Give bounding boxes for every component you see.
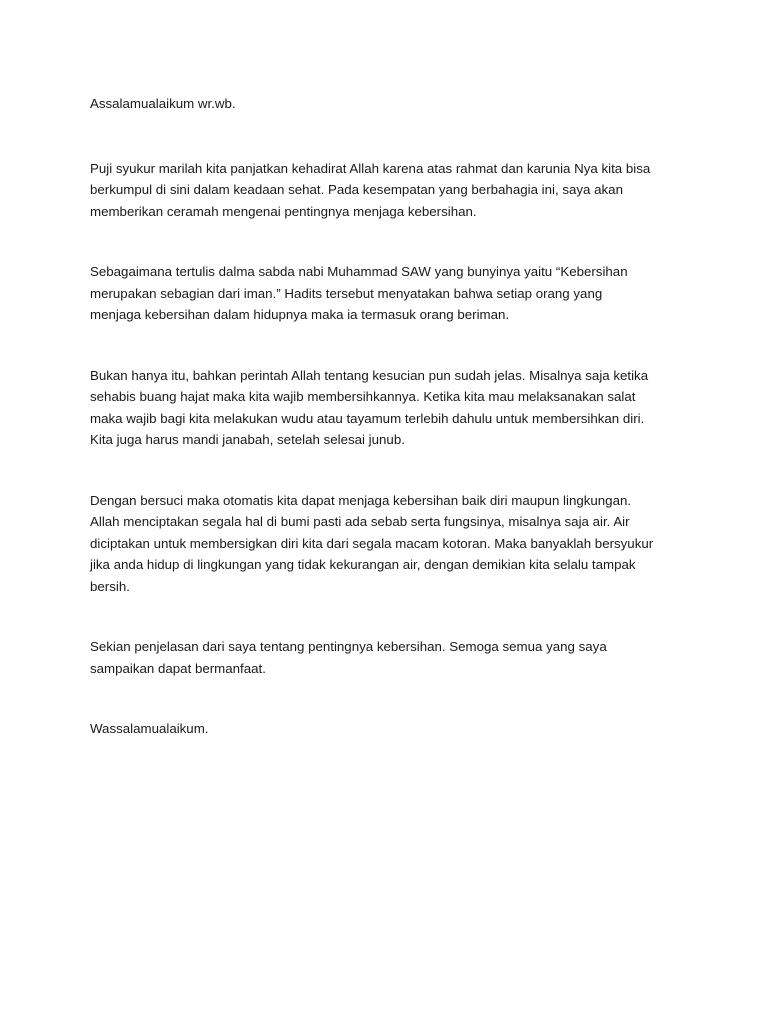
closing: Wassalamualaikum. bbox=[90, 721, 209, 736]
paragraph-line: Kita juga harus mandi janabah, setelah selesai junub. bbox=[90, 432, 405, 447]
paragraph-line: Sebagaimana tertulis dalma sabda nabi Muhammad SAW yang bunyinya yaitu “Kebersihan bbox=[90, 264, 628, 279]
paragraph-line: bersih. bbox=[90, 578, 130, 594]
greeting: Assalamualaikum wr.wb. bbox=[90, 96, 236, 111]
paragraph-line: jika anda hidup di lingkungan yang tidak kekurangan air, dengan demikian kita selalu tampak bbox=[90, 557, 636, 572]
paragraph-3 bbox=[90, 365, 690, 451]
paragraph-5 bbox=[90, 636, 690, 679]
paragraph-line: memberikan ceramah mengenai pentingnya menjaga kebersihan. bbox=[90, 203, 477, 219]
paragraph-line: menjaga kebersihan dalam hidupnya maka ia termasuk orang beriman. bbox=[90, 307, 510, 322]
paragraph-line: Allah menciptakan segala hal di bumi pasti ada sebab serta fungsinya, misalnya saja air. Air bbox=[90, 514, 630, 529]
paragraph-spacer bbox=[90, 326, 690, 365]
paragraph-line: diciptakan untuk membersigkan diri kita dari segala macam kotoran. Maka banyaklah bersyukur bbox=[90, 535, 654, 551]
paragraph-line: Bukan hanya itu, bahkan perintah Allah tentang kesucian pun sudah jelas. Misalnya saja ketika bbox=[90, 367, 649, 383]
paragraph-spacer bbox=[90, 597, 690, 636]
document-body bbox=[90, 93, 690, 740]
paragraph-spacer bbox=[90, 679, 690, 718]
paragraph-spacer bbox=[90, 115, 690, 158]
paragraph-line: Puji syukur marilah kita panjatkan kehadirat Allah karena atas rahmat dan karunia Nya kita bisa bbox=[90, 160, 651, 176]
paragraph-line: Dengan bersuci maka otomatis kita dapat menjaga kebersihan baik diri maupun lingkungan. bbox=[90, 492, 632, 508]
paragraph-line: sehabis buang hajat maka kita wajib membersihkannya. Ketika kita mau melaksanakan salat bbox=[90, 389, 636, 404]
paragraph-2 bbox=[90, 261, 690, 326]
paragraph-line: maka wajib bagi kita melakukan wudu atau tayamum terlebih dahulu untuk membersihkan diri. bbox=[90, 410, 645, 426]
paragraph-4 bbox=[90, 490, 690, 598]
paragraph-line: merupakan sebagian dari iman.” Hadits tersebut menyatakan bahwa setiap orang yang bbox=[90, 285, 603, 301]
paragraph-spacer bbox=[90, 222, 690, 261]
paragraph-line: Sekian penjelasan dari saya tentang pentingnya kebersihan. Semoga semua yang saya bbox=[90, 639, 607, 654]
paragraph-line: sampaikan dapat bermanfaat. bbox=[90, 660, 266, 676]
paragraph-spacer bbox=[90, 451, 690, 490]
paragraph-1 bbox=[90, 158, 690, 223]
paragraph-line: berkumpul di sini dalam keadaan sehat. Pada kesempatan yang berbahagia ini, saya akan bbox=[90, 182, 623, 197]
